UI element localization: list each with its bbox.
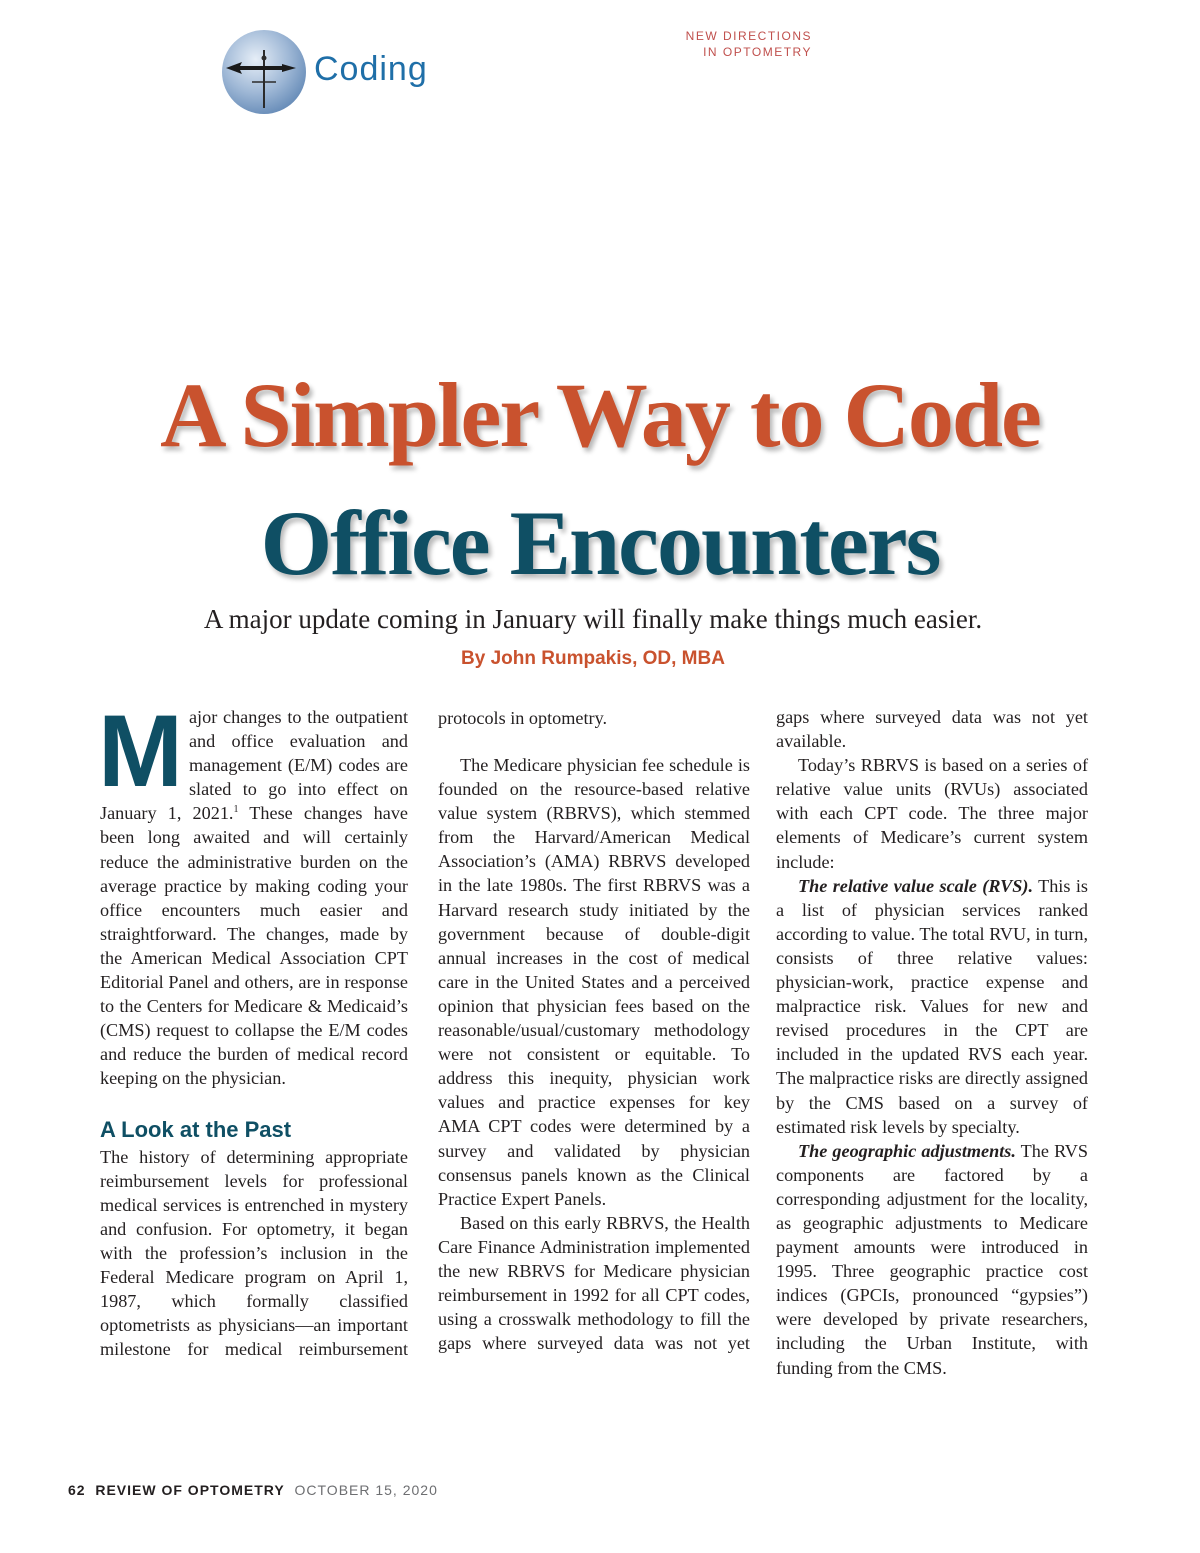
intro-text-a: ajor changes to the outpatient and office evaluation and management (E/M) codes are slated to go into effect on January 1, 2021.	[100, 707, 408, 824]
magazine-name: REVIEW OF OPTOMETRY	[95, 1482, 285, 1498]
paragraph-rvus: Today’s RBRVS is based on a series of relative value units (RVUs) associated with each CPT code. The three major elements of Medicare’s current system include:	[776, 755, 1088, 872]
column-1	[98, 694, 408, 1361]
paragraph-rvs	[776, 874, 1088, 1139]
kicker-line-1: NEW DIRECTIONS	[685, 29, 812, 43]
column-2-body	[438, 753, 750, 1355]
headline-line-1: A Simpler Way to Code	[160, 364, 1040, 466]
rvs-text: This is a list of physician services ranked according to value. The total RVU, in turn, consists of three relative values: physician-work, practice expense and malpractice risk. Values for new and revised procedures in the CPT are included in the updated RVS each year. The malpractice risks are directly assigned by the CMS based on a survey of estimated risk levels by specialty.	[776, 875, 1088, 1137]
issue-date: OCTOBER 15, 2020	[294, 1482, 438, 1498]
paragraph-hcfa: Based on this early RBRVS, the Health Care Finance Administration implemented the new RBRVS for Medicare physician reimbursement in 1992 for all CPT codes, using a crosswalk methodology to fill the gaps where surveyed data was not yet	[438, 1212, 750, 1354]
column-3	[776, 705, 1088, 1380]
column-2	[438, 705, 750, 753]
paragraph-hcfa-cont: gaps where surveyed data was not yet available.	[776, 707, 1088, 752]
subhead: A Look at the Past	[100, 1116, 292, 1142]
section-title: Coding	[314, 50, 428, 88]
weather-vane-icon	[222, 30, 306, 114]
page-number: 62	[68, 1482, 86, 1498]
paragraph-history: The history of determining appropriate reimbursement levels for professional medical services is entrenched in mystery and confusion. For optometry, it began with the profession’s inclusion in the Federal Medicare program on April 1, 1987, which formally classified optometrists as physicians—an important milestone for medical reimbursement	[100, 1146, 408, 1360]
deck: A major update coming in January will finally make things much easier.	[203, 604, 983, 634]
geographic-lead: The geographic adjustments.	[798, 1140, 1016, 1161]
drop-cap: M	[98, 694, 183, 808]
kicker-line-2: IN OPTOMETRY	[703, 45, 812, 59]
intro-text-b: These changes have been long awaited and will certainly reduce the administrative burden on the average practice by making coding your office encounters much easier and straightforward. The changes, made by the American Medical Association CPT Editorial Panel and others, are in response to the Centers for Medicare & Medicaid’s (CMS) request to collapse the E/M codes and reduce the burden of medical record keeping on the physician.	[100, 803, 408, 1089]
paragraph-rbrvs: The Medicare physician fee schedule is founded on the resource-based relative value system (RBRVS), which stemmed from the Harvard/American Medical Association’s (AMA) RBRVS developed in the late 1980s. The first RBRVS was a Harvard research study initiated by the government because of double-digit annual increases in the cost of medical care in the United States and a perceived opinion that physician fees based on the reasonable/usual/customary methodology were not consistent or equitable. To address this inequity, physician work values and practice expenses for key AMA CPT codes were determined by a survey and validated by physician consensus panels known as the Clinical Practice Expert Panels.	[438, 755, 750, 1209]
rvs-lead: The relative value scale (RVS).	[798, 875, 1034, 896]
geographic-text: The RVS components are factored by a corresponding adjustment for the locality, as geographic adjustments to Medicare payment amounts were introduced in 1995. Three geographic practice cost indices (GPCIs, pronounced “gypsies”) were developed by private researchers, including the Urban Institute, with funding from the CMS.	[776, 1140, 1088, 1378]
byline: By John Rumpakis, OD, MBA	[461, 648, 725, 669]
section-kicker	[686, 28, 812, 60]
paragraph-intro	[98, 694, 408, 1091]
paragraph-geographic	[776, 1139, 1088, 1380]
page-footer	[68, 1482, 438, 1498]
paragraph-history-cont	[438, 705, 750, 753]
headline-line-2: Office Encounters	[260, 492, 940, 594]
history-overflow: protocols in optometry.	[438, 707, 608, 728]
reference-mark: 1	[233, 804, 239, 816]
